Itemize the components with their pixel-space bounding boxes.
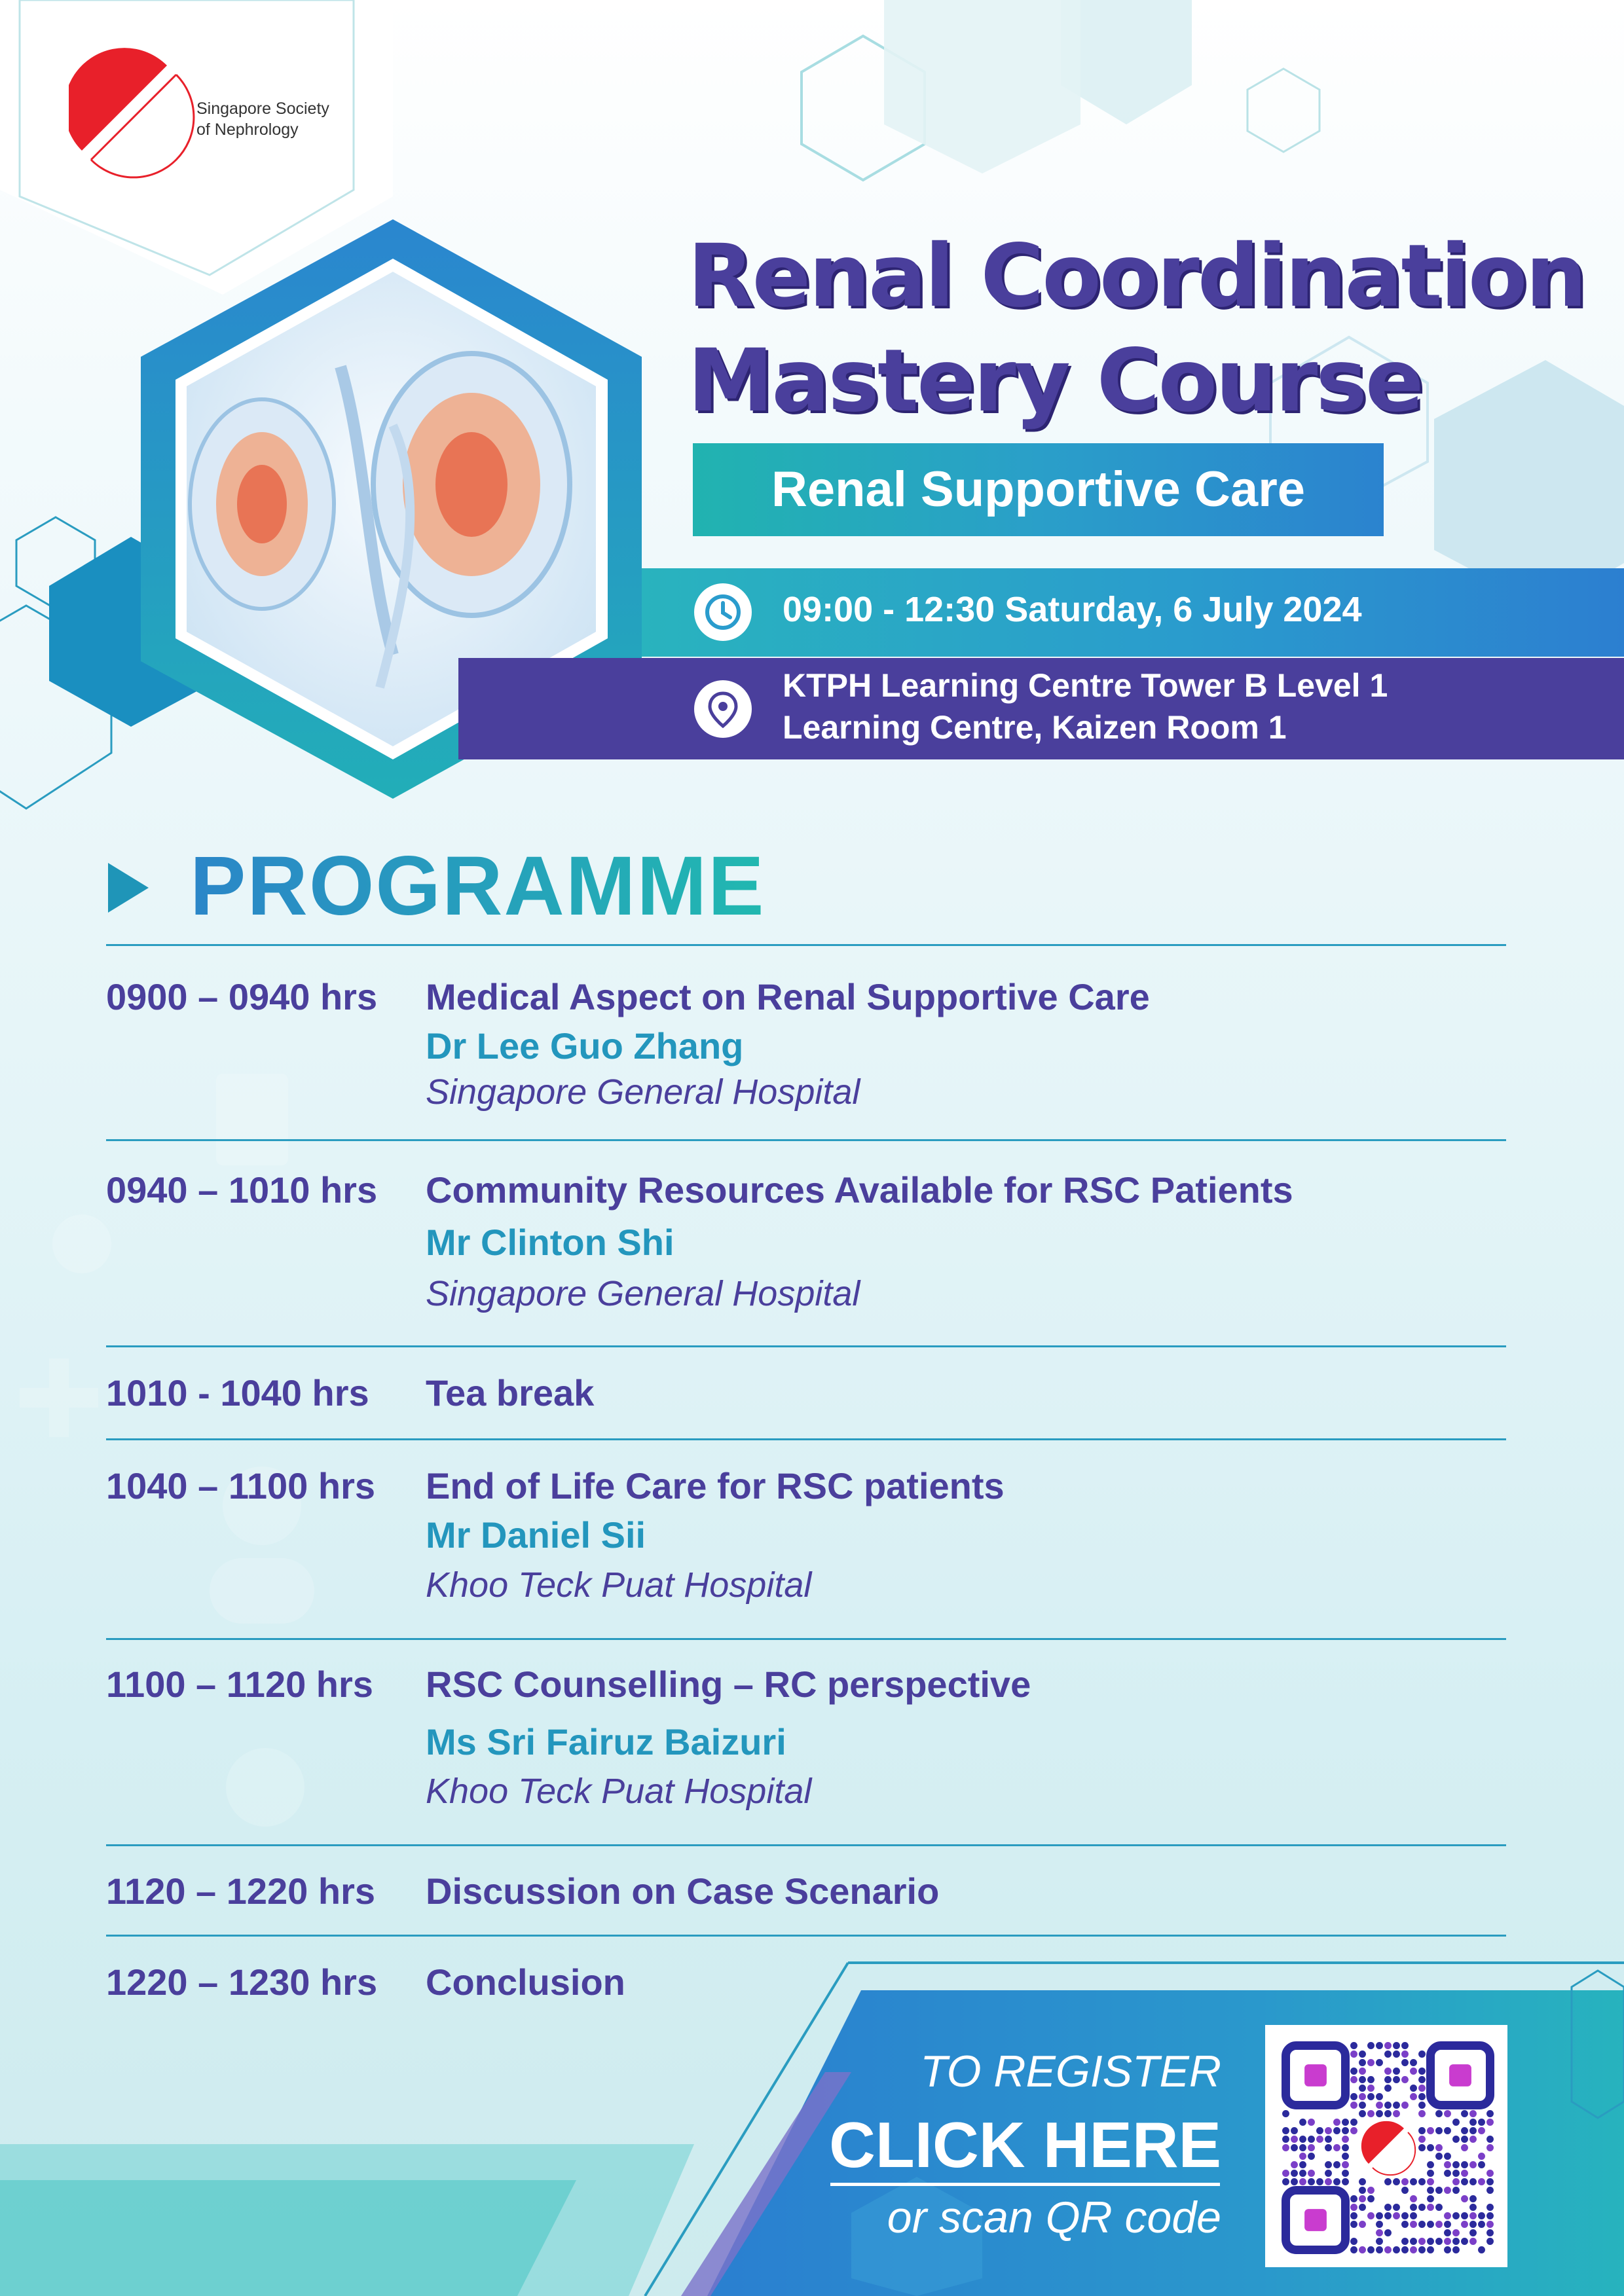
session-institution: Singapore General Hospital	[426, 1274, 860, 1313]
session-time: 1100 – 1120 hrs	[106, 1664, 373, 1705]
session-speaker: Ms Sri Fairuz Baizuri	[426, 1721, 786, 1762]
divider	[106, 1345, 1506, 1347]
session-speaker: Mr Clinton Shi	[426, 1222, 674, 1263]
session-topic: RSC Counselling – RC perspective	[426, 1664, 1031, 1705]
divider	[106, 1844, 1506, 1846]
session-institution: Khoo Teck Puat Hospital	[426, 1772, 812, 1811]
clock-icon	[694, 583, 752, 641]
ssn-logo-icon	[69, 46, 200, 196]
play-arrow-icon	[108, 863, 149, 913]
organization-name	[196, 98, 367, 140]
course-subtitle: Renal Supportive Care	[771, 462, 1306, 517]
session-topic: Medical Aspect on Renal Supportive Care	[426, 976, 1150, 1017]
session-time: 0900 – 0940 hrs	[106, 976, 378, 1017]
session-institution: Singapore General Hospital	[426, 1072, 860, 1112]
organization-name-line2: of Nephrology	[196, 120, 299, 139]
venue-line1: KTPH Learning Centre Tower B Level 1	[783, 667, 1388, 704]
session-speaker: Mr Daniel Sii	[426, 1514, 646, 1556]
session-time: 1010 - 1040 hrs	[106, 1372, 369, 1413]
divider	[106, 1935, 1506, 1937]
session-time: 0940 – 1010 hrs	[106, 1169, 378, 1211]
venue-line2: Learning Centre, Kaizen Room 1	[783, 709, 1287, 746]
divider	[106, 1139, 1506, 1141]
scan-qr-label: or scan QR code	[887, 2193, 1221, 2242]
session-speaker: Dr Lee Guo Zhang	[426, 1025, 744, 1066]
qr-code-icon[interactable]	[1265, 2025, 1507, 2267]
course-title-line2: Mastery Course	[688, 331, 1422, 431]
session-topic: Conclusion	[426, 1961, 625, 2003]
session-time: 1220 – 1230 hrs	[106, 1961, 378, 2003]
session-topic: Tea break	[426, 1372, 595, 1413]
session-topic: Discussion on Case Scenario	[426, 1870, 940, 1912]
programme-heading: PROGRAMME	[190, 839, 766, 933]
divider	[106, 1438, 1506, 1440]
divider	[106, 1638, 1506, 1640]
event-time: 09:00 - 12:30 Saturday, 6 July 2024	[783, 590, 1362, 629]
course-title-line1: Renal Coordination	[688, 226, 1585, 327]
organization-name-line1: Singapore Society	[196, 100, 329, 118]
session-topic: End of Life Care for RSC patients	[426, 1465, 1005, 1506]
session-time: 1040 – 1100 hrs	[106, 1465, 376, 1506]
register-label: TO REGISTER	[920, 2047, 1221, 2096]
register-link[interactable]: CLICK HERE	[829, 2109, 1221, 2181]
register-link-underline	[830, 2183, 1220, 2186]
session-institution: Khoo Teck Puat Hospital	[426, 1565, 812, 1605]
location-pin-icon	[694, 680, 752, 738]
session-topic: Community Resources Available for RSC Patients	[426, 1169, 1293, 1211]
session-time: 1120 – 1220 hrs	[106, 1870, 376, 1912]
divider	[106, 944, 1506, 946]
